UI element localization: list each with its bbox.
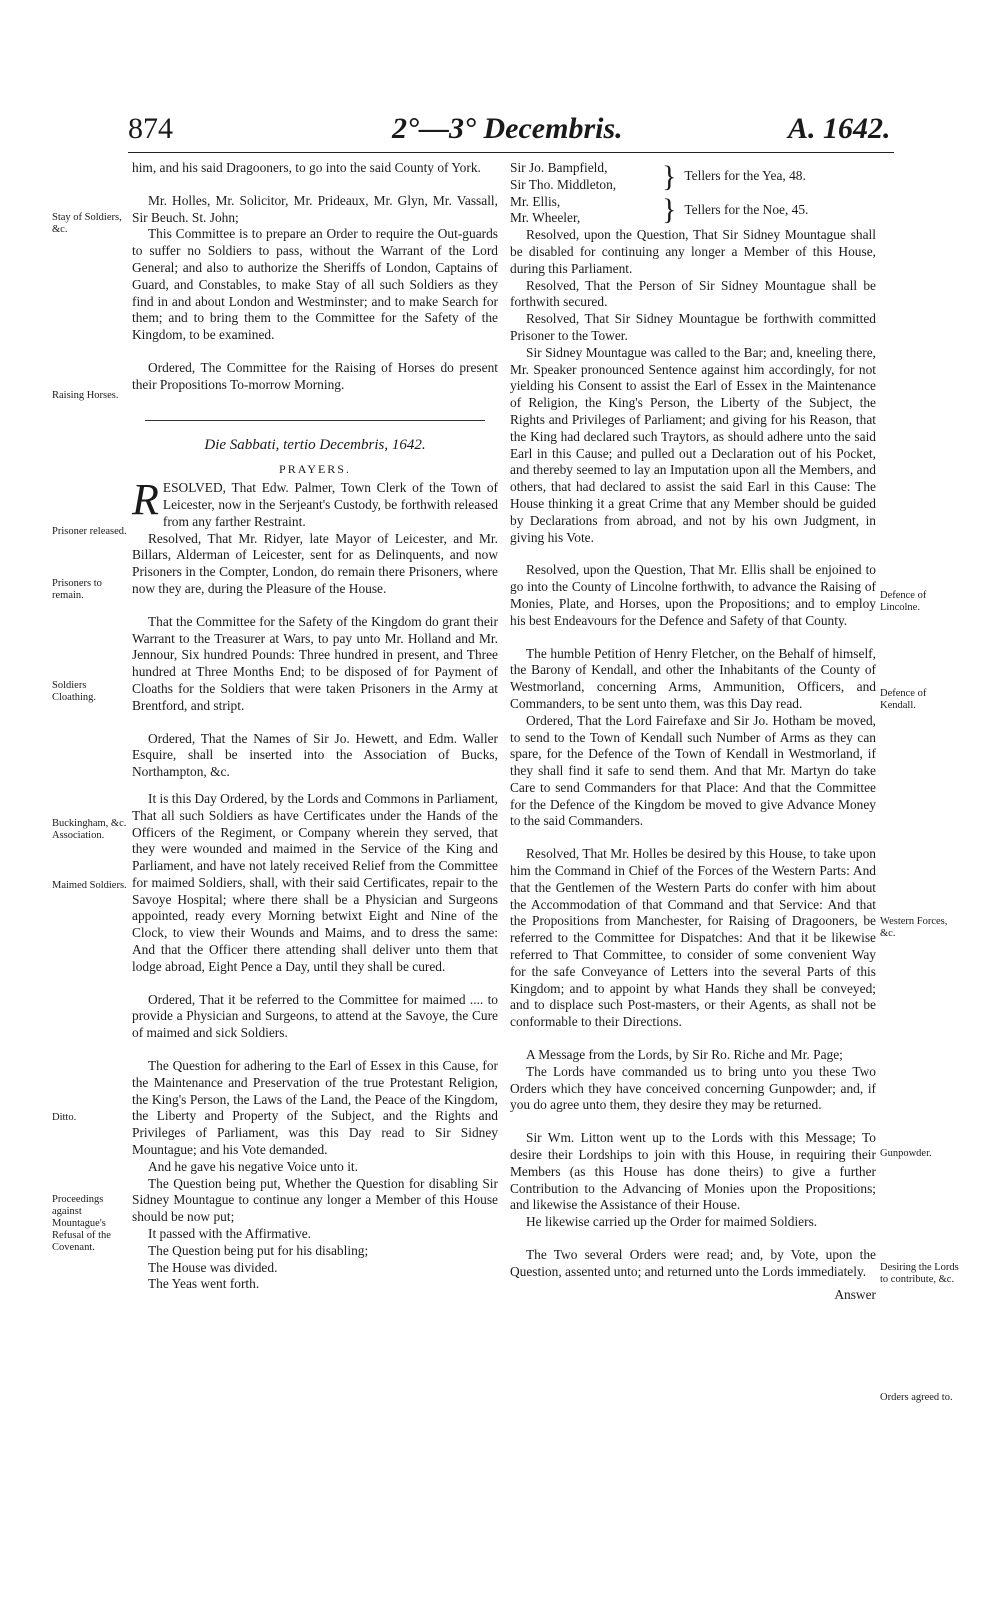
paragraph: Sir Wm. Litton went up to the Lords with this Message; To desire their Lordships to join with this House, in requiring their Members (as this House has done theirs) to give a further Contribution to the Advancing of Monies upon the Propositions; and likewise the Assistance of their House. (510, 1130, 876, 1213)
paragraph: A Message from the Lords, by Sir Ro. Riche and Mr. Page; (526, 1047, 843, 1063)
margin-note: Gunpowder. (880, 1148, 932, 1159)
margin-note: Defence of Kendall. (880, 688, 927, 711)
margin-note: Western Forces, &c. (880, 916, 948, 939)
paragraph: Ordered, That the Lord Fairefaxe and Sir Jo. Hotham be moved, to send to the Town of Kendall such Number of Arms as they can spare, for the Defence of the Town of Kendall in Westmorland, if they shall find it safe to send them. And that Mr. Martyn do take Care to send Commanders for that Place: And that the Committee for the Defence of the Kingdom be moved to give Advance Money to the said Commanders. (510, 712, 876, 829)
paragraph: He likewise carried up the Order for maimed Soldiers. (526, 1214, 818, 1230)
paragraph: That the Committee for the Safety of the Kingdom do grant their Warrant to the Treasurer at Wars, to pay unto Mr. Holland and Mr. Jennour, Six hundred Pounds: Three hundred in present, and Three hundred at Three Months End; to be disposed of for Payment of Cloaths for the Soldiers that were taken Prisoners in the Army at Brentford, and stript. (132, 613, 498, 713)
paragraph: The Question being put, Whether the Question for disabling Sir Sidney Mountague to continue any longer a Member of this House should be now put; (132, 1175, 498, 1225)
paragraph: The Two several Orders were read; and, by Vote, upon the Question, assented unto; and returned unto the Lords immediately. (510, 1247, 876, 1279)
margin-note: Maimed Soldiers. (52, 880, 127, 891)
tellers-noe (510, 194, 876, 228)
teller-name: Sir Tho. Middleton, (510, 176, 617, 192)
brace: } (662, 193, 677, 227)
paragraph: Sir Sidney Mountague was called to the Bar; and, kneeling there, Mr. Speaker pronounced Sentence against him accordingly, for not yielding his Consent to assist the Earl of Essex in the Maintenance of Religion, the King's Person, the Liberty of the Subject, the Rights and Privileges of Parliament; and giving for his Reason, that the King had declared such Traytors, as should adhere unto the said Earl in this Cause; and pulled out a Declaration out of his Pocket, and thereby seemed to lay an Imputation upon all the Members, and others, that had declared to assist the said Earl in this Cause: The House thinking it a great Crime that any Member should be guided by Declarations from abroad, and not by his own Judgment, in giving his Vote. (510, 344, 876, 545)
section-divider (145, 420, 485, 421)
paragraph: Ordered, The Committee for the Raising of Horses do present their Propositions To-morrow Morning. (132, 359, 498, 392)
paragraph: him, and his said Dragooners, to go into the said County of York. (132, 160, 481, 175)
margin-note: Prisoners to remain. (52, 578, 102, 601)
right-column (510, 160, 876, 1303)
header-rule (128, 152, 894, 153)
paragraph: Mr. Holles, Mr. Solicitor, Mr. Prideaux, Mr. Glyn, Mr. Vassall, Sir Beuch. St. John; (132, 192, 498, 225)
margin-note: Soldiers Cloathing. (52, 680, 97, 703)
margin-note: Ditto. (52, 1112, 77, 1123)
paragraph: The Question being put for his disabling; (148, 1242, 369, 1258)
margin-note: Raising Horses. (52, 390, 119, 401)
paragraph: The humble Petition of Henry Fletcher, on the Behalf of himself, the Barony of Kendall, and other the Inhabitants of the County of Westmorland, concerning Arms, Ammunition, Officers, and Commanders, to be sent unto them, was this Day read. (510, 645, 876, 711)
margin-note: Orders agreed to. (880, 1392, 953, 1403)
prayers-heading: PRAYERS. (279, 462, 351, 477)
margin-note: Defence of Lincolne. (880, 590, 927, 613)
paragraph: Ordered, That it be referred to the Committee for maimed .... to provide a Physician and Surgeons, to attend at the Savoye, the Cure of maimed and sick Soldiers. (132, 991, 498, 1041)
paragraph: Resolved, That the Person of Sir Sidney Mountague shall be forthwith secured. (510, 277, 876, 310)
page-year: A. 1642. (788, 112, 891, 145)
tellers-label: Tellers for the Yea, 48. (684, 168, 806, 184)
page-date: 2°—3° Decembris. (392, 112, 623, 145)
teller-name: Mr. Wheeler, (510, 210, 581, 226)
paragraph: The Lords have commanded us to bring unto you these Two Orders which they have conceived concerning Gunpowder; and, if you do agree unto them, they desire they may be returned. (510, 1063, 876, 1113)
page-header (0, 112, 992, 156)
paragraph: RESOLVED, That Edw. Palmer, Town Clerk of the Town of Leicester, now in the Serjeant's Custody, be forthwith released from any farther Restraint. (132, 475, 498, 529)
paragraph: Resolved, upon the Question, That Mr. Ellis shall be enjoined to go into the County of Lincolne forthwith, to advance the Raising of Monies, Plate, and Horses, upon the Propositions; and to employ his best Endeavours for the Defence and Safety of that County. (510, 562, 876, 628)
tellers-label: Tellers for the Noe, 45. (684, 201, 809, 217)
margin-note: Buckingham, &c. Association. (52, 818, 127, 841)
paragraph: The Question for adhering to the Earl of Essex in this Cause, for the Maintenance and Preservation of the true Protestant Religion, the King's Person, the Laws of the Land, the Peace of the Kingdom, the Liberty and Property of the Subject, and the Rights and Privileges of Parliament, was this Day read to Sir Sidney Mountague; and his Vote demanded. (132, 1058, 498, 1158)
left-column (132, 160, 498, 1293)
paragraph: The House was divided. (148, 1259, 278, 1275)
paragraph: And he gave his negative Voice unto it. (148, 1158, 358, 1174)
teller-name: Sir Jo. Bampfield, (510, 160, 608, 175)
margin-note: Stay of Soldiers, &c. (52, 212, 122, 235)
paragraph: Resolved, upon the Question, That Sir Sidney Mountague shall be disabled for continuing any longer a Member of this House, during this Parliament. (510, 227, 876, 276)
margin-note: Desiring the Lords to contribute, &c. (880, 1262, 959, 1285)
margin-note: Proceedings against Mountague's Refusal of the Covenant. (52, 1194, 111, 1253)
paragraph: Ordered, That the Names of Sir Jo. Hewett, and Edm. Waller Esquire, shall be inserted into the Association of Bucks, Northampton, &c. (132, 730, 498, 780)
paragraph: Resolved, That Mr. Holles be desired by this House, to take upon him the Command in Chief of the Forces of the Western Parts: And that the Gentlemen of the Western Parts do confer with him about the Accommodation of that Command and that Service: And that the Propositions from Manchester, for Raising of Dragooners, be referred to the Committee for Dispatches: And that it be likewise referred to That Committee, to consider of some convenient Way for the safe Conveyance of Letters into the several Parts of this Kingdom; and to appoint by what Hands they shall be conveyed; and to displace such Post-masters, or their Agents, as shall not be conformable to their Directions. (510, 846, 876, 1030)
teller-name: Mr. Ellis, (510, 193, 561, 209)
paragraph: It is this Day Ordered, by the Lords and Commons in Parliament, That all such Soldiers as have Certificates under the Hands of the Officers of the Regiment, or Company wherein they served, that they were wounded and maimed in the Service of the King and Parliament, and have not lately received Relief from the Committee for maimed Soldiers, shall, with their said Certificates, repair to the Savoye Hospital; where there shall be a Physician and Surgeons appointed, ready every Morning betwixt Eight and Nine of the Clock, to view their Wounds and Maims, and to dress the same: And that the Officer there attending shall deliver unto them that lodge abroad, Eight Pence a Day, until they shall be cured. (132, 790, 498, 974)
paragraph: Resolved, That Mr. Ridyer, late Mayor of Leicester, and Mr. Billars, Alderman of Leicester, sent for as Delinquents, and now Prisoners in the Compter, London, do remain there Prisoners, where now they are, during the Pleasure of the House. (132, 530, 498, 596)
brace: } (662, 159, 677, 193)
paragraph: Resolved, That Sir Sidney Mountague be forthwith committed Prisoner to the Tower. (510, 311, 876, 343)
day-heading: Die Sabbati, tertio Decembris, 1642. (204, 436, 426, 453)
drop-cap: R (132, 475, 159, 525)
margin-note: Prisoner released. (52, 526, 127, 537)
catchword: Answer (834, 1286, 876, 1302)
paragraph: It passed with the Affirmative. (148, 1226, 312, 1242)
paragraph: The Yeas went forth. (148, 1276, 260, 1292)
tellers-yea (510, 160, 876, 194)
paragraph: This Committee is to prepare an Order to require the Out-guards to suffer no Soldiers to pass, without the Warrant of the Lord General; and also to authorize the Sheriffs of London, Captains of Guard, and Constables, to make Stay of all such Soldiers as they find in and about London and Westminster; and to make Search for them; and to bring them to the Committee for the Safety of the Kingdom, to be examined. (132, 226, 498, 343)
page-number: 874 (128, 112, 173, 145)
